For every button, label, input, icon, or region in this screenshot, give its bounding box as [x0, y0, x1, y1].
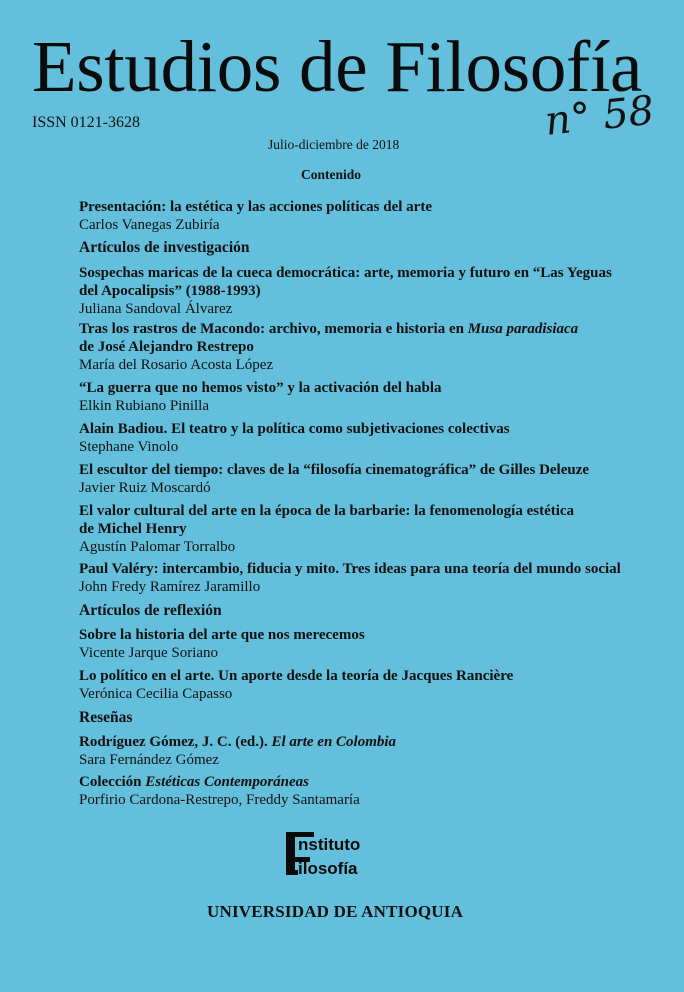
- entry-title-cont: del Apocalipsis” (1988-1993): [79, 283, 261, 299]
- section-research: Artículos de investigación: [79, 239, 250, 256]
- logo-line2: ilosofía: [298, 859, 358, 878]
- entry-author: Elkin Rubiano Pinilla: [79, 398, 209, 414]
- toc-entry: [79, 461, 589, 497]
- entry-title-cont: de Michel Henry: [79, 521, 187, 537]
- entry-title-cont: de José Alejandro Restrepo: [79, 339, 254, 355]
- entry-title: Sospechas maricas de la cueca democrática: arte, memoria y futuro en “Las Yeguas: [79, 265, 612, 281]
- toc-entry: [79, 733, 396, 769]
- entry-title: El escultor del tiempo: claves de la “filosofía cinematográfica” de Gilles Deleuze: [79, 462, 590, 478]
- toc-entry: [79, 420, 510, 456]
- entry-author: María del Rosario Acosta López: [79, 357, 274, 373]
- entry-title: El valor cultural del arte en la época de la barbarie: la fenomenología estética: [79, 503, 575, 519]
- toc-entry: [79, 626, 365, 662]
- toc-entry: [79, 320, 578, 374]
- entry-author: John Fredy Ramírez Jaramillo: [79, 579, 261, 595]
- entry-author: Verónica Cecilia Capasso: [79, 686, 233, 702]
- entry-author: Carlos Vanegas Zubiría: [79, 217, 220, 233]
- entry-title: Presentación: la estética y las acciones políticas del arte: [79, 199, 432, 215]
- entry-title: Paul Valéry: intercambio, fiducia y mito. Tres ideas para una teoría del mundo social: [79, 561, 621, 577]
- entry-title: Rodríguez Gómez, J. C. (ed.). El arte en Colombia: [79, 734, 397, 750]
- university-name: UNIVERSIDAD DE ANTIOQUIA: [207, 902, 464, 921]
- issn: ISSN 0121-3628: [32, 114, 141, 131]
- entry-title: “La guerra que no hemos visto” y la activación del habla: [79, 380, 442, 396]
- entry-author: Javier Ruiz Moscardó: [79, 480, 211, 496]
- entry-title: Colección Estéticas Contemporáneas: [79, 774, 309, 790]
- journal-title: Estudios de Filosofía: [32, 26, 643, 107]
- entry-title: Sobre la historia del arte que nos merecemos: [79, 627, 365, 643]
- institute-logo: [284, 829, 388, 879]
- toc-entry: [79, 379, 442, 415]
- section-reviews: Reseñas: [79, 709, 133, 726]
- toc-entry: [79, 502, 574, 556]
- toc-entry: [79, 667, 513, 703]
- entry-author: Porfirio Cardona-Restrepo, Freddy Santamaría: [79, 792, 360, 808]
- toc-entry: [79, 560, 621, 596]
- entry-author: Vicente Jarque Soriano: [79, 645, 219, 661]
- entry-title: Tras los rastros de Macondo: archivo, memoria e historia en Musa paradisiaca: [79, 321, 579, 337]
- logo-line1: nstituto: [298, 835, 361, 854]
- contents-heading: Contenido: [301, 167, 362, 182]
- entry-author: Juliana Sandoval Álvarez: [79, 301, 233, 317]
- toc-entry: [79, 773, 360, 809]
- entry-title: Alain Badiou. El teatro y la política como subjetivaciones colectivas: [79, 421, 510, 437]
- entry-author: Agustín Palomar Torralbo: [79, 539, 236, 555]
- toc-entry: [79, 264, 612, 318]
- entry-author: Sara Fernández Gómez: [79, 752, 219, 768]
- section-reflection: Artículos de reflexión: [79, 602, 222, 619]
- entry-author: Stephane Vinolo: [79, 439, 179, 455]
- entry-title: Lo político en el arte. Un aporte desde la teoría de Jacques Rancière: [79, 668, 514, 684]
- issue-period: Julio-diciembre de 2018: [268, 137, 400, 152]
- toc-entry-presentation: [79, 198, 432, 234]
- issue-number: n° 58: [542, 87, 657, 145]
